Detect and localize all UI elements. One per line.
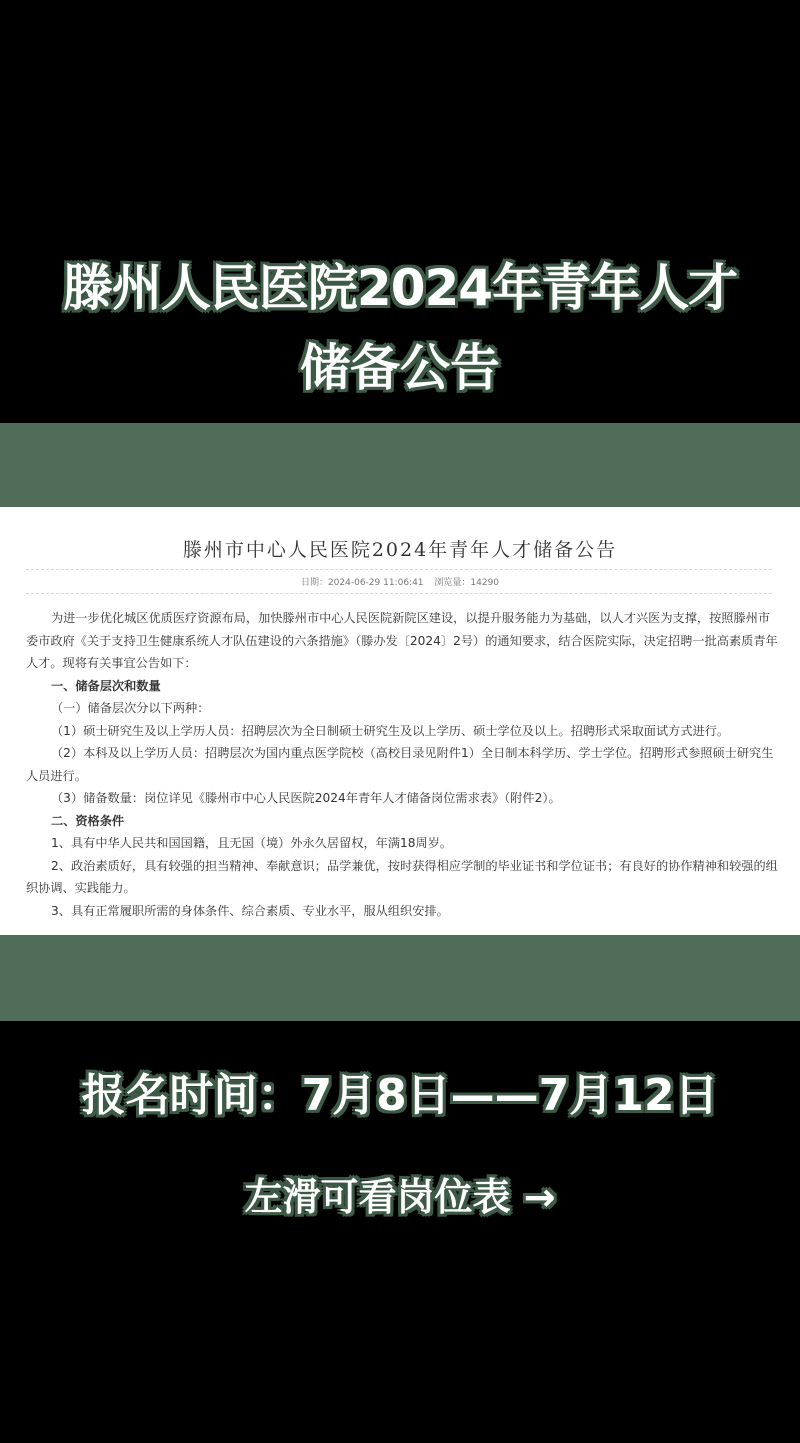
- green-band-top: [0, 423, 800, 507]
- swipe-hint-text: 左滑可看岗位表: [244, 1175, 511, 1219]
- headline-line-1: 滕州人民医院2024年青年人才: [62, 259, 738, 317]
- list-item: 1、具有中华人民共和国国籍，且无国（境）外永久居留权，年满18周岁。: [51, 836, 453, 850]
- divider: [26, 593, 772, 594]
- right-arrow-icon: →: [523, 1175, 556, 1219]
- green-band-bottom: [0, 935, 800, 1021]
- publish-date: 日期：2024-06-29 11:06:41: [300, 578, 424, 588]
- announcement-document: [0, 507, 800, 935]
- list-item: 2、政治素质好，具有较强的担当精神、奉献意识；品学兼优，按时获得相应学制的毕业证书和学位证书；有良好的协作精神和较强的组织协调、实践能力。: [26, 858, 778, 895]
- document-title: 滕州市中心人民医院2024年青年人才储备公告: [182, 539, 618, 561]
- intro-paragraph: 为进一步优化城区优质医疗资源布局，加快滕州市中心人民医院新院区建设，以提升服务能力为基础，以人才兴医为支撑，按照滕州市委市政府《关于支持卫生健康系统人才队伍建设的六条措施》（滕办发〔2024〕2号）的通知要求，结合医院实际，决定招聘一批高素质青年人才。现将有关事宜公告如下：: [26, 611, 778, 670]
- swipe-hint: [0, 1170, 800, 1224]
- divider: [26, 569, 772, 570]
- registration-time: 报名时间：7月8日——7月12日: [81, 1070, 719, 1121]
- list-item: （1）硕士研究生及以上学历人员：招聘层次为全日制硕士研究生及以上学历、硕士学位及以上。招聘形式采取面试方式进行。: [51, 723, 730, 738]
- list-item: （2）本科及以上学历人员：招聘层次为国内重点医学院校（高校目录见附件1）全日制本科学历、学士学位。招聘形式参照硕士研究生人员进行。: [26, 746, 774, 783]
- view-count: 浏览量：14290: [434, 578, 500, 588]
- section-heading: 二、资格条件: [51, 813, 125, 828]
- document-meta: [0, 575, 800, 588]
- headline-line-2: 储备公告: [300, 339, 500, 397]
- subsection-heading: （一）储备层次分以下两种：: [51, 701, 210, 715]
- list-item: 3、具有正常履职所需的身体条件、综合素质、专业水平，服从组织安排。: [51, 903, 449, 918]
- list-item: （3）储备数量：岗位详见《滕州市中心人民医院2024年青年人才储备岗位需求表》（附件2）。: [51, 791, 561, 805]
- document-body: [26, 607, 778, 922]
- section-heading: 一、储备层次和数量: [51, 678, 161, 693]
